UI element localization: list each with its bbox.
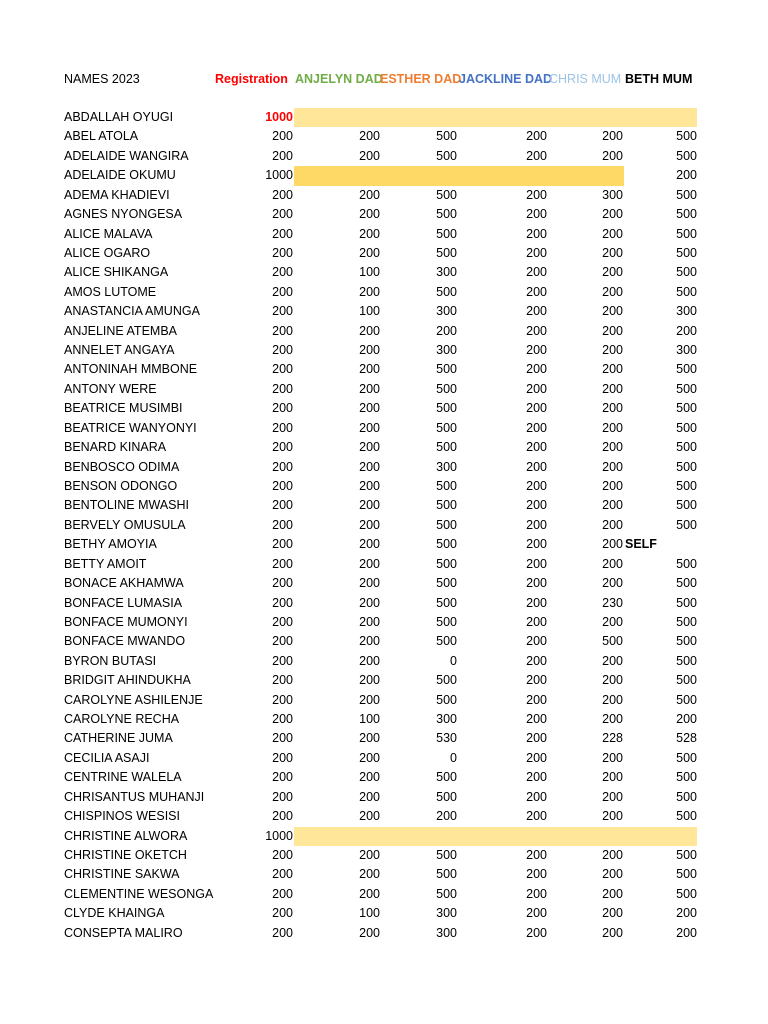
row-value-reg: 1000 <box>265 110 293 124</box>
row-name: CLEMENTINE WESONGA <box>64 886 214 901</box>
row-value-b: 300 <box>676 304 697 319</box>
row-value-c: 200 <box>602 556 623 571</box>
row-value-c: 200 <box>602 809 623 824</box>
header-chris-mum: CHRIS MUM <box>549 72 622 86</box>
row-value-c: 200 <box>602 459 623 474</box>
row-value-a: 200 <box>359 537 380 552</box>
row-value-c: 200 <box>602 673 623 688</box>
row-value-j: 200 <box>526 420 547 435</box>
header-jackline-dad: JACKLINE DAD <box>459 72 553 86</box>
row-value-a: 200 <box>359 634 380 649</box>
row-name: ANTONY WERE <box>64 381 157 396</box>
row-value-j: 200 <box>526 148 547 163</box>
row-name: ANASTANCIA AMUNGA <box>64 304 200 319</box>
row-value-c: 300 <box>602 187 623 202</box>
row-value-reg: 200 <box>272 187 293 202</box>
row-value-j: 200 <box>526 440 547 455</box>
row-value-c: 200 <box>602 440 623 455</box>
row-value-j: 200 <box>526 362 547 377</box>
row-value-j: 200 <box>526 576 547 591</box>
row-value-j: 200 <box>526 226 547 241</box>
row-value-a: 200 <box>359 129 380 144</box>
row-value-b: 500 <box>676 478 697 493</box>
row-value-c: 500 <box>602 634 623 649</box>
row-value-e: 200 <box>436 323 457 338</box>
row-value-b: 500 <box>676 809 697 824</box>
row-value-e: 500 <box>436 537 457 552</box>
row-value-e: 500 <box>436 381 457 396</box>
row-value-c: 200 <box>602 148 623 163</box>
row-value-b: 500 <box>676 847 697 862</box>
row-value-reg: 200 <box>272 731 293 746</box>
row-value-a: 200 <box>359 925 380 940</box>
row-value-c: 200 <box>602 886 623 901</box>
row-value-e: 500 <box>436 478 457 493</box>
row-value-j: 200 <box>526 478 547 493</box>
row-value-a: 200 <box>359 478 380 493</box>
row-value-c: 200 <box>602 867 623 882</box>
row-value-e: 500 <box>436 401 457 416</box>
row-value-b: 500 <box>676 750 697 765</box>
row-value-j: 200 <box>526 245 547 260</box>
row-value-e: 0 <box>450 653 457 668</box>
row-value-e: 300 <box>436 906 457 921</box>
row-value-c: 200 <box>602 692 623 707</box>
row-value-c: 200 <box>602 750 623 765</box>
header-registration: Registration <box>215 72 288 86</box>
row-value-reg: 200 <box>272 381 293 396</box>
row-value-j: 200 <box>526 556 547 571</box>
row-value-b: 500 <box>676 789 697 804</box>
row-value-e: 300 <box>436 265 457 280</box>
row-value-b: 200 <box>676 906 697 921</box>
row-value-reg: 200 <box>272 323 293 338</box>
row-name: BONFACE LUMASIA <box>64 595 183 610</box>
row-value-a: 200 <box>359 187 380 202</box>
row-value-e: 500 <box>436 770 457 785</box>
row-value-j: 200 <box>526 284 547 299</box>
row-name: CENTRINE WALELA <box>64 770 182 785</box>
row-value-c: 200 <box>602 207 623 222</box>
row-value-reg: 200 <box>272 245 293 260</box>
row-name: BENTOLINE MWASHI <box>64 498 190 513</box>
row-value-a: 200 <box>359 847 380 862</box>
row-value-j: 200 <box>526 653 547 668</box>
row-value-e: 500 <box>436 498 457 513</box>
row-value-e: 300 <box>436 304 457 319</box>
row-value-a: 200 <box>359 401 380 416</box>
row-value-c: 200 <box>602 284 623 299</box>
row-value-b: 500 <box>676 362 697 377</box>
row-value-b: 500 <box>676 673 697 688</box>
row-value-j: 200 <box>526 343 547 358</box>
row-value-a: 200 <box>359 692 380 707</box>
row-highlight <box>294 827 697 846</box>
row-value-e: 500 <box>436 867 457 882</box>
row-value-b: 500 <box>676 634 697 649</box>
row-value-a: 200 <box>359 614 380 629</box>
row-value-b: 200 <box>676 925 697 940</box>
row-value-j: 200 <box>526 770 547 785</box>
row-value-b: 500 <box>676 517 697 532</box>
row-value-j: 200 <box>526 847 547 862</box>
row-value-c: 200 <box>602 789 623 804</box>
row-value-j: 200 <box>526 712 547 727</box>
header-esther-dad: ESTHER DAD <box>380 72 462 86</box>
row-value-a: 200 <box>359 420 380 435</box>
row-name: CHRISANTUS MUHANJI <box>64 789 205 804</box>
row-name: AGNES NYONGESA <box>64 207 183 222</box>
row-value-a: 200 <box>359 440 380 455</box>
row-name: BETHY AMOYIA <box>64 537 157 552</box>
row-value-c: 200 <box>602 906 623 921</box>
row-value-j: 200 <box>526 537 547 552</box>
row-value-reg: 200 <box>272 576 293 591</box>
row-value-reg: 200 <box>272 673 293 688</box>
row-value-reg: 200 <box>272 343 293 358</box>
row-value-j: 200 <box>526 886 547 901</box>
row-value-e: 500 <box>436 517 457 532</box>
row-value-e: 500 <box>436 595 457 610</box>
row-value-reg: 200 <box>272 459 293 474</box>
row-value-a: 200 <box>359 673 380 688</box>
row-value-e: 500 <box>436 614 457 629</box>
row-value-b: 500 <box>676 129 697 144</box>
row-value-j: 200 <box>526 673 547 688</box>
row-value-reg: 200 <box>272 614 293 629</box>
row-value-reg: 200 <box>272 478 293 493</box>
row-name: BETTY AMOIT <box>64 556 147 571</box>
row-value-b: 500 <box>676 187 697 202</box>
row-value-reg: 200 <box>272 304 293 319</box>
row-name: BENARD KINARA <box>64 440 167 455</box>
row-value-j: 200 <box>526 809 547 824</box>
row-value-e: 500 <box>436 692 457 707</box>
row-value-c: 200 <box>602 712 623 727</box>
row-value-e: 300 <box>436 712 457 727</box>
row-value-b: 500 <box>676 381 697 396</box>
row-name: CHRISTINE SAKWA <box>64 867 180 882</box>
row-value-e: 500 <box>436 886 457 901</box>
row-value-c: 200 <box>602 304 623 319</box>
row-value-e: 200 <box>436 809 457 824</box>
row-name: ANJELINE ATEMBA <box>64 323 177 338</box>
row-name: BEATRICE MUSIMBI <box>64 401 183 416</box>
row-value-a: 200 <box>359 653 380 668</box>
row-name: BYRON BUTASI <box>64 653 157 668</box>
row-value-a: 100 <box>359 304 380 319</box>
row-value-b: 500 <box>676 576 697 591</box>
row-value-c: 200 <box>602 265 623 280</box>
row-value-reg: 200 <box>272 148 293 163</box>
row-value-b: 500 <box>676 284 697 299</box>
row-value-reg: 200 <box>272 692 293 707</box>
row-value-c: 200 <box>602 129 623 144</box>
row-value-j: 200 <box>526 789 547 804</box>
row-value-b: 500 <box>676 653 697 668</box>
row-value-b: 528 <box>676 731 697 746</box>
row-value-e: 500 <box>436 673 457 688</box>
row-value-j: 200 <box>526 692 547 707</box>
row-value-e: 300 <box>436 925 457 940</box>
row-value-e: 500 <box>436 420 457 435</box>
row-value-reg: 200 <box>272 847 293 862</box>
row-value-e: 500 <box>436 245 457 260</box>
row-value-reg: 200 <box>272 556 293 571</box>
row-value-b: 500 <box>676 420 697 435</box>
row-value-b: 500 <box>676 867 697 882</box>
row-value-reg: 1000 <box>265 168 293 183</box>
row-value-a: 200 <box>359 770 380 785</box>
row-name: CAROLYNE RECHA <box>64 712 180 727</box>
row-value-reg: 200 <box>272 750 293 765</box>
row-value-c: 200 <box>602 478 623 493</box>
row-value-b: 500 <box>676 207 697 222</box>
row-name: AMOS LUTOME <box>64 284 157 299</box>
row-name: BONFACE MWANDO <box>64 634 186 649</box>
row-value-b: 500 <box>676 226 697 241</box>
row-value-a: 200 <box>359 809 380 824</box>
row-note: SELF <box>625 537 657 552</box>
row-value-reg: 200 <box>272 712 293 727</box>
row-value-e: 500 <box>436 576 457 591</box>
row-value-j: 200 <box>526 925 547 940</box>
row-value-reg: 200 <box>272 517 293 532</box>
row-value-e: 500 <box>436 226 457 241</box>
row-name: BERVELY OMUSULA <box>64 517 186 532</box>
row-value-j: 200 <box>526 187 547 202</box>
row-value-j: 200 <box>526 498 547 513</box>
row-value-reg: 200 <box>272 789 293 804</box>
row-name: BENBOSCO ODIMA <box>64 459 180 474</box>
row-name: CAROLYNE ASHILENJE <box>64 692 203 707</box>
row-value-b: 500 <box>676 556 697 571</box>
row-value-reg: 200 <box>272 653 293 668</box>
row-name: ALICE MALAVA <box>64 226 153 241</box>
row-value-c: 200 <box>602 343 623 358</box>
row-value-a: 200 <box>359 245 380 260</box>
row-value-b: 500 <box>676 595 697 610</box>
row-value-c: 200 <box>602 226 623 241</box>
row-value-b: 500 <box>676 886 697 901</box>
row-value-c: 200 <box>602 498 623 513</box>
row-name: CONSEPTA MALIRO <box>64 925 183 940</box>
header-anjelyn-dad: ANJELYN DAD <box>295 72 383 86</box>
row-value-e: 500 <box>436 187 457 202</box>
row-value-reg: 200 <box>272 129 293 144</box>
row-value-a: 200 <box>359 886 380 901</box>
row-value-a: 200 <box>359 731 380 746</box>
row-value-reg: 200 <box>272 362 293 377</box>
row-name: BONACE AKHAMWA <box>64 576 184 591</box>
row-value-c: 200 <box>602 537 623 552</box>
row-value-reg: 200 <box>272 207 293 222</box>
header-beth-mum: BETH MUM <box>625 72 693 86</box>
row-name: CHRISTINE ALWORA <box>64 828 188 843</box>
row-value-c: 200 <box>602 245 623 260</box>
row-value-e: 500 <box>436 129 457 144</box>
row-value-c: 200 <box>602 517 623 532</box>
row-value-j: 200 <box>526 381 547 396</box>
row-value-reg: 200 <box>272 925 293 940</box>
row-value-reg: 200 <box>272 284 293 299</box>
row-value-j: 200 <box>526 595 547 610</box>
row-value-j: 200 <box>526 459 547 474</box>
row-name: ANNELET ANGAYA <box>64 343 175 358</box>
row-value-a: 200 <box>359 498 380 513</box>
row-name: CLYDE KHAINGA <box>64 906 165 921</box>
row-value-c: 200 <box>602 420 623 435</box>
row-value-b: 500 <box>676 692 697 707</box>
row-value-j: 200 <box>526 265 547 280</box>
row-value-e: 500 <box>436 556 457 571</box>
row-value-c: 200 <box>602 847 623 862</box>
row-value-a: 100 <box>359 906 380 921</box>
row-value-e: 300 <box>436 343 457 358</box>
row-value-b: 500 <box>676 770 697 785</box>
row-name: CHISPINOS WESISI <box>64 809 180 824</box>
row-value-j: 200 <box>526 323 547 338</box>
row-value-e: 500 <box>436 789 457 804</box>
row-value-reg: 200 <box>272 770 293 785</box>
row-value-b: 500 <box>676 614 697 629</box>
row-value-b: 200 <box>676 168 697 183</box>
row-value-j: 200 <box>526 304 547 319</box>
row-value-e: 500 <box>436 362 457 377</box>
row-value-b: 500 <box>676 148 697 163</box>
row-name: ADEMA KHADIEVI <box>64 187 170 202</box>
row-value-e: 0 <box>450 750 457 765</box>
row-highlight <box>294 108 697 127</box>
row-value-b: 500 <box>676 265 697 280</box>
row-name: CATHERINE JUMA <box>64 731 173 746</box>
row-name: BRIDGIT AHINDUKHA <box>64 673 191 688</box>
row-value-a: 200 <box>359 284 380 299</box>
row-value-a: 200 <box>359 517 380 532</box>
row-value-a: 200 <box>359 362 380 377</box>
row-value-reg: 200 <box>272 595 293 610</box>
row-value-b: 300 <box>676 343 697 358</box>
row-value-reg: 200 <box>272 867 293 882</box>
row-value-reg: 200 <box>272 440 293 455</box>
row-value-c: 228 <box>602 731 623 746</box>
row-value-a: 200 <box>359 789 380 804</box>
row-value-reg: 200 <box>272 401 293 416</box>
row-value-b: 200 <box>676 323 697 338</box>
row-value-e: 500 <box>436 284 457 299</box>
row-value-reg: 200 <box>272 634 293 649</box>
row-value-reg: 200 <box>272 537 293 552</box>
row-value-e: 500 <box>436 207 457 222</box>
row-value-a: 200 <box>359 459 380 474</box>
row-name: BEATRICE WANYONYI <box>64 420 197 435</box>
row-value-j: 200 <box>526 517 547 532</box>
row-value-c: 230 <box>602 595 623 610</box>
row-value-a: 100 <box>359 265 380 280</box>
row-value-c: 200 <box>602 614 623 629</box>
row-value-e: 500 <box>436 440 457 455</box>
row-value-a: 200 <box>359 750 380 765</box>
row-value-j: 200 <box>526 207 547 222</box>
row-value-e: 500 <box>436 148 457 163</box>
row-value-reg: 200 <box>272 906 293 921</box>
row-name: ADELAIDE OKUMU <box>64 168 176 183</box>
row-name: BENSON ODONGO <box>64 478 178 493</box>
row-highlight <box>294 166 624 185</box>
row-value-a: 200 <box>359 381 380 396</box>
row-value-a: 200 <box>359 867 380 882</box>
row-value-a: 200 <box>359 323 380 338</box>
row-value-j: 200 <box>526 906 547 921</box>
row-value-a: 200 <box>359 207 380 222</box>
row-value-j: 200 <box>526 401 547 416</box>
row-value-b: 200 <box>676 712 697 727</box>
row-value-b: 500 <box>676 459 697 474</box>
row-value-c: 200 <box>602 770 623 785</box>
row-name: CECILIA ASAJI <box>64 750 150 765</box>
header-names: NAMES 2023 <box>64 72 140 86</box>
row-value-j: 200 <box>526 867 547 882</box>
row-value-c: 200 <box>602 653 623 668</box>
row-value-reg: 1000 <box>265 828 293 843</box>
row-name: ALICE OGARO <box>64 245 151 260</box>
row-value-b: 500 <box>676 401 697 416</box>
row-name: CHRISTINE OKETCH <box>64 847 187 862</box>
row-value-reg: 200 <box>272 498 293 513</box>
row-value-b: 500 <box>676 498 697 513</box>
row-value-a: 200 <box>359 343 380 358</box>
row-value-a: 200 <box>359 226 380 241</box>
row-name: ABEL ATOLA <box>64 129 139 144</box>
row-value-j: 200 <box>526 614 547 629</box>
row-value-reg: 200 <box>272 226 293 241</box>
row-value-c: 200 <box>602 925 623 940</box>
row-value-c: 200 <box>602 576 623 591</box>
row-value-c: 200 <box>602 362 623 377</box>
row-value-e: 530 <box>436 731 457 746</box>
row-value-reg: 200 <box>272 265 293 280</box>
row-value-j: 200 <box>526 731 547 746</box>
row-name: BONFACE MUMONYI <box>64 614 188 629</box>
row-value-a: 200 <box>359 556 380 571</box>
row-value-a: 200 <box>359 595 380 610</box>
row-value-reg: 200 <box>272 886 293 901</box>
row-value-reg: 200 <box>272 809 293 824</box>
row-name: ABDALLAH OYUGI <box>64 110 174 124</box>
row-value-j: 200 <box>526 129 547 144</box>
row-value-c: 200 <box>602 401 623 416</box>
row-value-c: 200 <box>602 323 623 338</box>
row-value-j: 200 <box>526 634 547 649</box>
row-value-e: 300 <box>436 459 457 474</box>
row-value-e: 500 <box>436 634 457 649</box>
row-value-e: 500 <box>436 847 457 862</box>
row-value-j: 200 <box>526 750 547 765</box>
row-name: ADELAIDE WANGIRA <box>64 148 189 163</box>
row-value-reg: 200 <box>272 420 293 435</box>
row-value-a: 200 <box>359 576 380 591</box>
row-value-c: 200 <box>602 381 623 396</box>
row-value-b: 500 <box>676 245 697 260</box>
row-value-a: 100 <box>359 712 380 727</box>
row-value-b: 500 <box>676 440 697 455</box>
row-name: ANTONINAH MMBONE <box>64 362 198 377</box>
row-value-a: 200 <box>359 148 380 163</box>
row-name: ALICE SHIKANGA <box>64 265 169 280</box>
